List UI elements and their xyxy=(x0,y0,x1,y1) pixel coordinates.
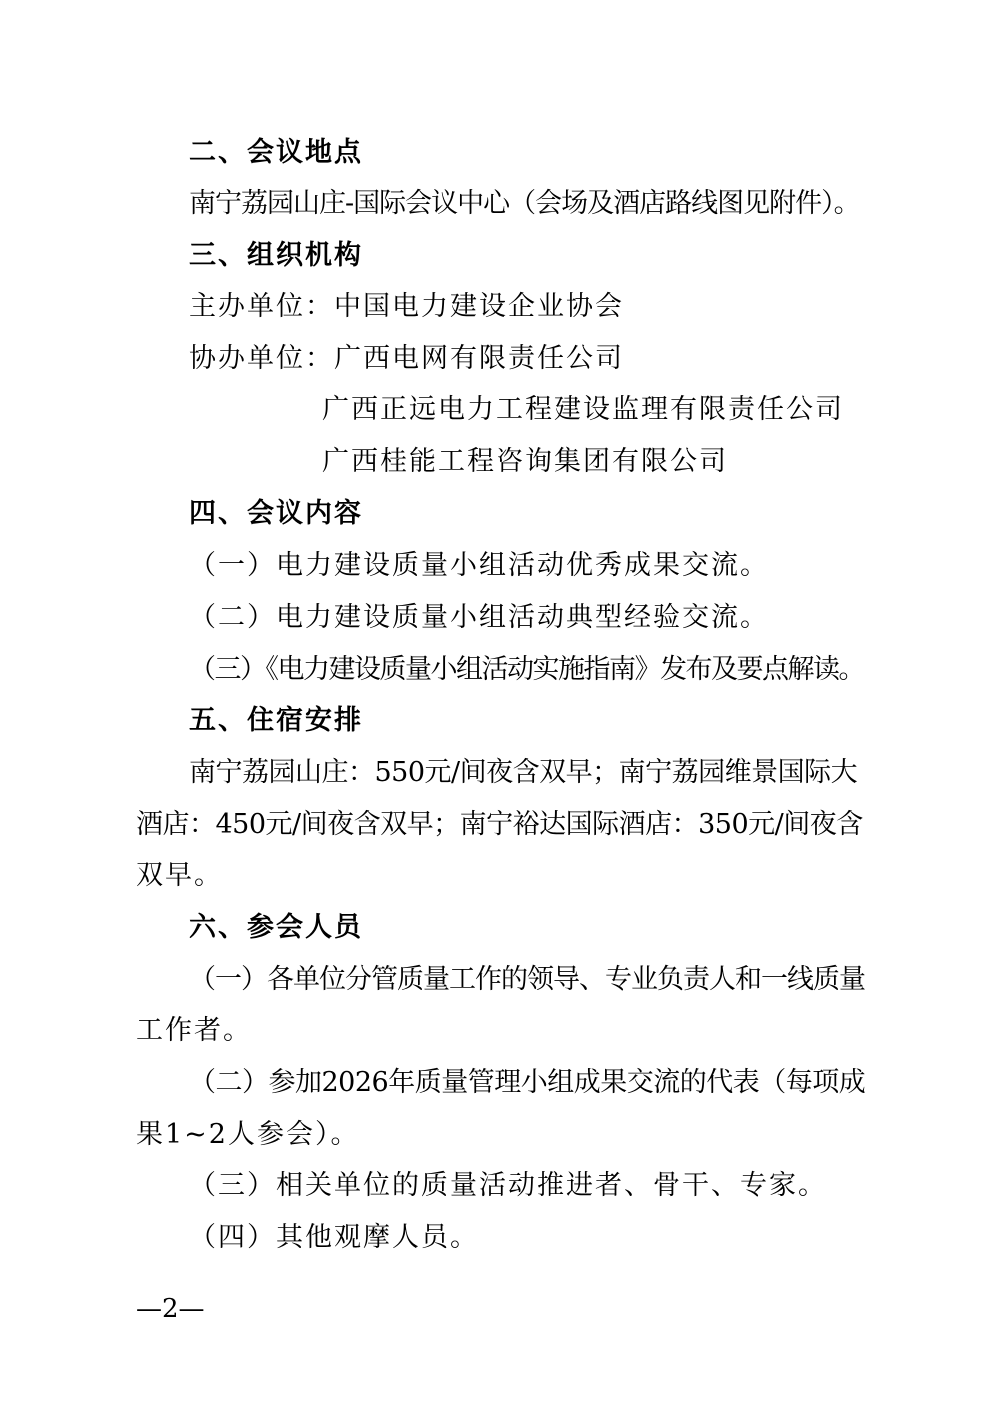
section-heading-participants: 六、参会人员 xyxy=(189,912,363,943)
co-host-unit-3: 广西桂能工程咨询集团有限公司 xyxy=(322,446,728,477)
section-heading-venue: 二、会议地点 xyxy=(189,137,363,168)
content-item-3: （三）《电力建设质量小组活动实施指南》发布及要点解读。 xyxy=(189,654,864,685)
participants-item-1-line-1: （一）各单位分管质量工作的领导、专业负责人和一线质量 xyxy=(189,964,865,995)
venue-text: 南宁荔园山庄-国际会议中心（会场及酒店路线图见附件）。 xyxy=(189,188,860,219)
accommodation-line-2: 酒店：450元/间夜含双早；南宁裕达国际酒店：350元/间夜含 xyxy=(136,809,863,840)
content-item-1: （一）电力建设质量小组活动优秀成果交流。 xyxy=(189,550,769,581)
page-number: —2— xyxy=(136,1294,205,1324)
section-heading-organization: 三、组织机构 xyxy=(189,240,363,271)
section-heading-content: 四、会议内容 xyxy=(189,498,363,529)
participants-item-1-line-2: 工作者。 xyxy=(136,1015,252,1046)
participants-item-3: （三）相关单位的质量活动推进者、骨干、专家。 xyxy=(189,1170,827,1201)
participants-item-2-line-2: 果1~2人参会）。 xyxy=(136,1119,360,1150)
co-host-unit-2: 广西正远电力工程建设监理有限责任公司 xyxy=(322,394,844,425)
accommodation-line-1: 南宁荔园山庄：550元/间夜含双早；南宁荔园维景国际大 xyxy=(189,757,858,788)
section-heading-accommodation: 五、住宿安排 xyxy=(189,705,363,736)
co-host-unit-1: 协办单位：广西电网有限责任公司 xyxy=(189,343,624,374)
accommodation-line-3: 双早。 xyxy=(136,860,223,891)
content-item-2: （二）电力建设质量小组活动典型经验交流。 xyxy=(189,602,769,633)
host-unit: 主办单位：中国电力建设企业协会 xyxy=(189,291,624,322)
participants-item-4: （四）其他观摩人员。 xyxy=(189,1222,479,1253)
participants-item-2-line-1: （二）参加2026年质量管理小组成果交流的代表（每项成 xyxy=(189,1067,866,1098)
